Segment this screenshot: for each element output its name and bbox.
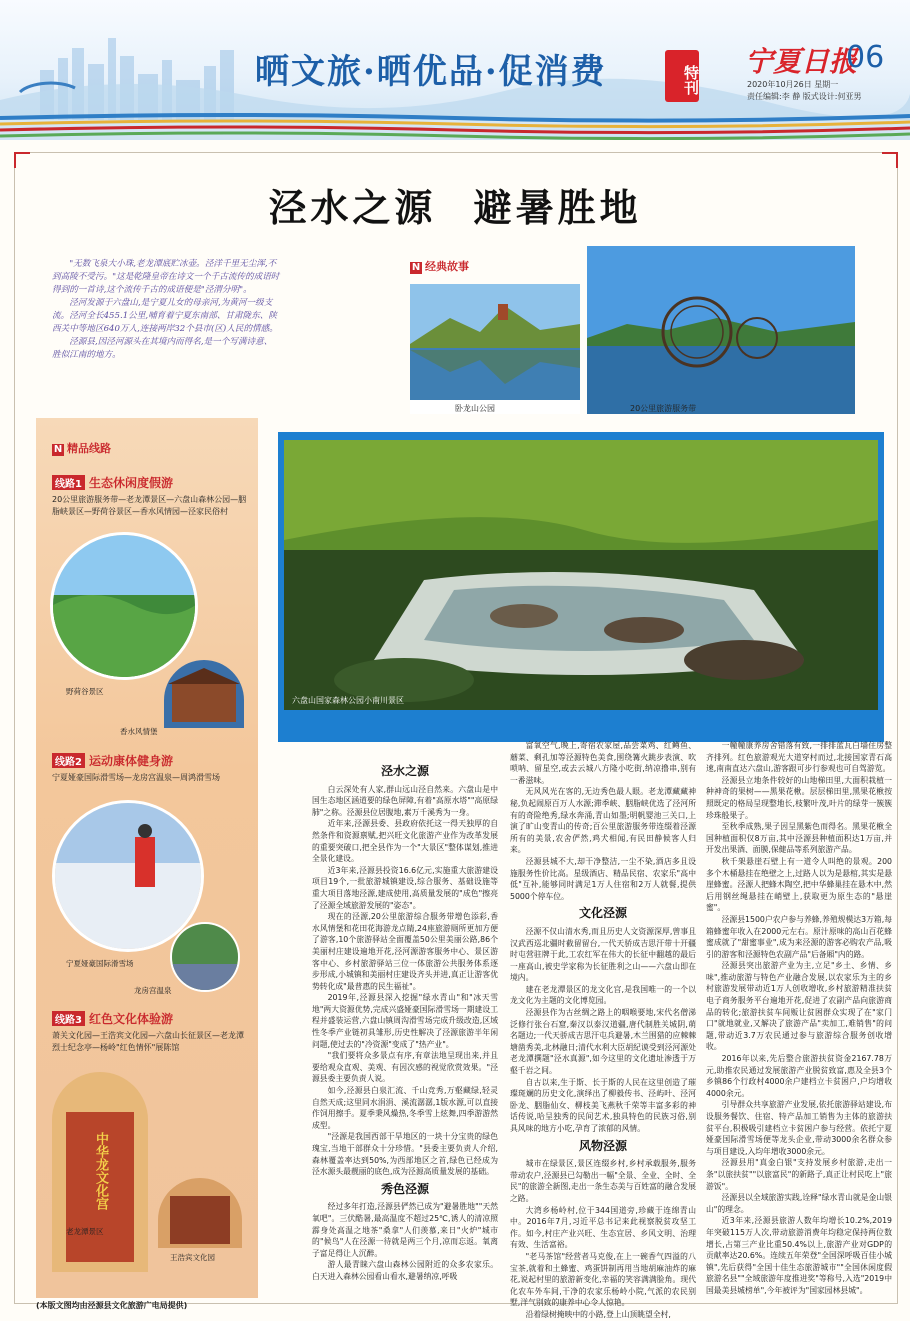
- service-belt-caption: 20公里旅游服务带: [630, 404, 697, 413]
- article-paragraph: 建在老龙潭景区的龙文化宫,是我国唯一的一个以龙文化为主题的文化博览园。: [510, 984, 696, 1006]
- article-paragraph: 秋千架悬崖石壁上有一道令人叫绝的景观。200多个木桶悬挂在绝壁之上,过路人以为是悬棺,其实是悬崖蜂蜜。泾源人把蜂木陶空,把中华蜂巢挂在悬木中,然后用钢丝绳悬挂在峭壁上,获取更为原生态的"悬崖蜜"。: [706, 856, 892, 913]
- special-edition-tag: 特刊: [665, 50, 699, 102]
- article-paragraph: 自古以来,生于斯、长于斯的人民在这里创造了璀璨斑斓的历史文化,演绎出了柳毅传书、泾屿叶、泾河卧龙、胭脂仙女、柳枝美飞燕秋千荣等丰富多彩的神话传说,哈呈独秀的民间艺术,独具特色的民族习俗,别具风味的地方小吃,孕育了浓郁的风情。: [510, 1077, 696, 1133]
- article-paragraph: 泾源县城不大,却干净整洁,一尘不染,酒店多且设施服务性价比高。星级酒店、精品民宿、农家乐"高中低"互补,能够同时满足1万人住宿和2万人就餐,提供5000个停车位。: [510, 856, 696, 901]
- route-number: 线路3: [52, 1011, 85, 1026]
- editor-credits: 责任编辑:李 静 版式设计:何亚男: [747, 92, 862, 101]
- xiaonanchuan-photo: [284, 440, 878, 710]
- intro-paragraph: 泾源县,因泾河源头在其境内而得名,是一个写满诗意、胜似江南的地方。: [52, 337, 273, 360]
- route-1-title: [52, 474, 173, 491]
- article-paragraph: "泾源是我国西部干旱地区的一块十分宝贵的绿色瑰宝,当地干部群众十分珍惜。"县委主要负责人介绍,森林覆盖率达到50%,为西部地区之首,绿色已经成为泾水源头最靓丽的底色,成为泾源高质量发展的基础。: [312, 1132, 498, 1177]
- article-paragraph: 泾源县1500户农户参与养蜂,养殖规模达3万箱,每箱蜂蜜年收入在2000元左右。原汁原味的高山百花蜂蜜成就了"甜蜜事业",成为来泾源的游客必购农产品,吸引的游客和泾源特色农副产品"后备厢"内的路。: [706, 914, 892, 959]
- intro-paragraph: 泾河发源于六盘山,是宁夏儿女的母亲河,为黄河一级支流。泾河全长455.1公里,哺育着宁夏东南部、甘肃陇东、陕西关中等地区640万人,连接两岸32个县市(区)人民的情感。: [52, 298, 278, 334]
- route-2-title: [52, 752, 173, 769]
- article-column-3: [706, 740, 892, 1297]
- service-belt-photo: [587, 246, 855, 414]
- article-paragraph: 泾源县立地条件较好的山地梯田里,大面积栽植一种神奇的果树——黑果花楸。层层梯田里,黑果花楸按照既定的格局呈现整地长,枝繁叶茂,叶片的绿芽一簇簇珍珠般果子。: [706, 775, 892, 820]
- article-paragraph: 引导群众共享旅游产业发展,依托旅游驿站建设,布设服务餐饮、住宿、特产品加工销售为主体的旅游扶贫平台,积极吸引建档立卡贫困户参与经营。依托宁夏娅豪国际滑雪场便等龙头企业,带动3000余名群众参与项目建设,入均年增收3000余元。: [706, 1100, 892, 1156]
- article-paragraph: 2016年以来,先后整合旅游扶贫资金2167.78万元,助推农民通过发展旅游产业脱贫致富,惠及全县3个乡镇86个行政村4000余户建档立卡贫困户,户均增收4000余元。: [706, 1054, 892, 1098]
- section-heading: 风物泾源: [578, 1138, 627, 1153]
- article-paragraph: 游人最青睐六盘山森林公园附近的众多农家乐。白天进入森林公园看山看水,避暑纳凉,呼吸: [312, 1260, 498, 1281]
- intro-paragraph: "无数飞泉大小珠,老龙潭底贮冰壶。泾洋千里无尘浑,不到高陵不受污。"这是乾隆皇帝在诗文一个千古流传的成语时得到的一首诗,这个流传千古的成语便是"泾渭分明"。: [52, 259, 280, 295]
- article-paragraph: 近3年来,泾源县投资16.6亿元,实施重大旅游建设项目19个,一批旅游城镇建设,综合服务、基础设施等重大项目落地泾源,建成使用,高质量发展的"成色"擦亮了泾源全域旅游发展的"姿态"。: [312, 865, 498, 910]
- article-column-1: [312, 760, 498, 1283]
- article-paragraph: 白云深处有人家,群山远山泾自然来。六盘山是中国生态地区涵道要的绿色屏障,有着"高原水塔""高原绿肺"之称。泾源县位居腹地,素万千溪秀为一身。: [312, 784, 498, 817]
- newspaper-logo: 宁夏日报: [745, 45, 858, 78]
- skiing-caption: 宁夏娅豪国际滑雪场: [66, 959, 134, 968]
- article-paragraph: 泾源县以全域旅游实践,诠释"绿水青山就是金山银山"的理念。: [706, 1193, 892, 1214]
- article-paragraph: 富氧空气,晚上,寄宿农家屋,品尝菜鸡、红鳟鱼、蘑菜、剩孔加等泾源特色美食,围绕篝火跳步表演、吹唢呐、留星空,或去云城八方隆小吃街,纳凉撸串,别有一番滋味。: [510, 741, 696, 785]
- page-headline: 泾水之源 避暑胜地: [268, 185, 642, 230]
- laolongtan-caption: 老龙潭景区: [66, 1227, 104, 1236]
- lake-pavilion-image: [410, 284, 580, 414]
- article-paragraph: 泾源县突出旅游产业为主,立足"乡土、乡情、乡味",推动旅游与特色产业融合发展,以农家乐为主的乡村旅游发展带动近1万人创收增收,乡村旅游精准扶贫电子商务服务平台遍地开花,促进了农副产品向旅游商品的转化;旅游扶贫车间贩让贫困群众实现了在"家门口"就地就业,又解决了旅游产品"卖加工,难销售"的问题,带动近3.7万农民通过参与旅游综合服务创收增收。: [706, 961, 892, 1052]
- article-paragraph: 至秋季成熟,果子因呈黑紫色而得名。黑果花楸全国种植面积仅8万亩,其中泾源县种植面积达1万亩,并开发出果酒、面膜,保健品等系列旅游产品。: [706, 822, 892, 855]
- page-banner: [0, 0, 910, 140]
- route-3-title: [52, 1010, 173, 1027]
- culture-palace-sign: 中华龙文化宫: [93, 1132, 108, 1210]
- article-paragraph: "我们要将众多景点有序,有章法地呈现出来,并且要给观众直观、美观、有因次感的视觉欣赏效果。"泾源县委主要负责人说。: [312, 1051, 498, 1084]
- article-paragraph: 沿着绿树掩映中的小路,登上山顶眺望全村,: [525, 1309, 671, 1319]
- routes-section-tag: [52, 440, 111, 456]
- photo-credit: (本版文图均由泾源县文化旅游广电局提供): [36, 1301, 188, 1310]
- banner-title: 晒文旅·晒优品·促消费: [255, 52, 607, 92]
- article-paragraph: "老马茶馆"经营者马克俊,在上一碗香气四溢的八宝茶,就着和土蜂蜜、鸡蛋饼制再用当地胡麻油炸的麻花,说起村里的旅游新变化,幸福的笑容满满脸角。现代化农车外车间,干净的农家乐杨岭小院,气派的农民别墅,洋气别致的康养中心令人惊艳。: [510, 1251, 696, 1308]
- article-paragraph: 近3年来,泾源县旅游人数年均增长10.2%,2019年突破115万人次,带动旅游消费年均稳定保持两位数增长,占第三产业比重50.4%以上,旅游产业对GDP的贡献率达20.6%。连续五年荣登"全国深呼吸百佳小城镇",先后获得"全国十佳生态旅游城市""全国休闲度假旅游名县""全域旅游年度推进奖"等称号,入选"2019中国最美县城榜单",今年被评为"国家园林县城"。: [706, 1216, 892, 1295]
- article-column-2: [510, 740, 696, 1321]
- intro-poem: [52, 258, 280, 362]
- article-paragraph: 泾源县作为古丝绸之路上的咽喉要地,宋代名僧涕泛修行张台石窟,秦汉以泰汉道疆,唐代制胜关城阴,萌名题边;一代天骄成吉思汗屯兵避暑,木兰围猎的应棘棘塘凿秀美,北林融日;清代水利大臣胡紀谟受到泾河源处老龙潭撰题"泾水真源",如今这里的文化遗址渗透于万壑千岩之间。: [510, 1008, 696, 1076]
- article-paragraph: 近年来,泾源县委、县政府依托这一得天独厚的自然条件和资源禀赋,把兴旺文化旅游产业作为改革发展的重要突破口,把全县作为一个"大景区"整体谋划,推进全景化建设。: [312, 819, 498, 864]
- frame-corner: [882, 152, 898, 168]
- laolongtan-photo: [52, 1072, 148, 1272]
- forest-hills-image: [53, 535, 198, 680]
- xiangshui-caption: 香水风情堡: [120, 727, 158, 736]
- article-paragraph: 泾源县用"真金白银"支持发展乡村旅游,走出一条"以旅扶贫""以旅富民"的新路子,真正让村民吃上"旅游饭"。: [706, 1158, 892, 1191]
- article-paragraph: 如今,泾源县白泉汇流、千山竞秀,万壑藏绿,轻灵自然天成;这里同水涓涓、溪流潺潺,1版水源,可以直接作饲用擦手。夏季秉风燥热,冬季雪上炫舞,四季游游然成型。: [312, 1086, 498, 1130]
- article-paragraph: 无风风光在客的,无边秀色最人眼。老龙潭藏藏神秘,负起闹原百万人水源;滞季峡、胭脂峡优选了泾河所有的奇险绝秀,绿水奔涌,青山如墨;明帆婴池三关口,上演了旷山变青山的传奇;百公里旅游服务带连缀着泾源所有的美景,农舍俨然,鸡犬相闻,有民田静候客人归来。: [510, 787, 696, 855]
- article-paragraph: 经过多年打造,泾源县俨然已成为"避暑胜地""天然氧吧"。三伏酷暑,最高温度不超过25℃,诱人的清凉照霹身处高温之地茶"桑拿"人们羡慕,来日"火炉"城市的"候鸟"人在泾源一待就是两三个月,凉而忘返。氧离子富足得让人沉醉。: [312, 1202, 498, 1258]
- longfang-photo: [170, 922, 240, 992]
- issue-date: 2020年10月26日 星期一: [747, 80, 839, 89]
- route-number: 线路1: [52, 475, 85, 490]
- story-section-tag: [410, 258, 469, 274]
- page-number: 06: [846, 40, 885, 75]
- article-paragraph: 2019年,泾源县深入挖掘"绿水青山"和"冰天雪地"两大资源优势,完成兴盛娅豪国际滑雪场一期建设工程并盛装运营,六盘山镇周沟滑雪场完成升级改造,区域性冬季产业链初具雏形,历史性解决了泾源旅游半年闲问题,使过去的"冷资源"变成了"热产业"。: [312, 993, 498, 1049]
- article-paragraph: 大湾乡杨岭村,位于344国道旁,珍藏于连绵青山中。2016年7月,习近平总书记来此视察脱贫攻坚工作。如今,村庄产业兴旺、生态宜居、乡风文明、治理有效、生活富裕。: [510, 1205, 696, 1250]
- article-paragraph: 现在的泾源,20公里旅游综合服务带增色添彩,香水风情堡和花田花海游龙点睛,24座旅游厕所更加方便了游客,10个旅游驿站全面覆盖50公里美丽公路,86个美丽村庄建设遍地开花,泾河源游客服务中心、景区游客中心、乡村旅游驿站三位一体旅游公共服务体系逐步形成,小城镇和美丽村庄建设齐头并进,真正让游客优势转化成"最普惠的民生福祉"。: [312, 912, 498, 991]
- yehegu-photo: [50, 532, 198, 680]
- n-logo-icon: N: [411, 262, 421, 273]
- article-paragraph: 一幢幢康养房舍错落有致,一排排蓝瓦白墙住房整齐排列。红色旅游观光大道穿村而过,北接国家青石高速,南南直达六盘山,游客跟可步行参观也可自驾游览。: [706, 741, 892, 774]
- longfang-caption: 龙房宫温泉: [134, 986, 172, 995]
- wolong-park-photo: [410, 284, 580, 414]
- section-heading: 秀色泾源: [380, 1181, 429, 1196]
- article-paragraph: 泾源不仅山清水秀,而且历史人文资源深厚,曾事且汉武西巡北疆时截留留台,一代天骄成吉思汗带十开疆时屯营驻牌于此,工农红军在伟大的长征中翻越的最后一座高山,被史学家称为长征胜利之山——六盘山即在境内。: [510, 926, 696, 983]
- section-heading: 泾水之源: [380, 764, 429, 778]
- route-title-label: 运动康体健身游: [88, 754, 173, 768]
- wanghaobin-caption: 王浩宾文化园: [170, 1253, 215, 1262]
- wave-stripes: [0, 112, 910, 140]
- wolong-park-caption: 卧龙山公园: [455, 404, 495, 413]
- route-title-label: 生态休闲度假游: [88, 476, 173, 490]
- route-1-desc: 20公里旅游服务带—老龙潭景区—六盘山森林公园—胭脂峡景区—野荷谷景区—香水风情园—泾家民俗村: [52, 495, 247, 516]
- waterwheel-image: [587, 246, 855, 414]
- article-paragraph: 城市在绿景区,景区连缀乡村,乡村承载服务,服务带动农户,泾源县已勾勒出一幅"全景、全业、全时、全民"的旅游全新图,走出一条生态美与百姓富的融合发展之路。: [510, 1159, 696, 1203]
- route-2-desc: 宁夏娅豪国际滑雪场—龙房宫温泉—周鸿滑雪场: [52, 773, 220, 782]
- frame-corner: [14, 152, 30, 168]
- routes-tag-label: 精品线路: [67, 442, 111, 455]
- section-heading: 文化泾源: [578, 906, 627, 921]
- forest-stream-image: [284, 440, 878, 710]
- main-photo-caption: 六盘山国家森林公园小南川景区: [292, 696, 404, 705]
- n-logo-icon: N: [53, 444, 63, 455]
- route-title-label: 红色文化体验游: [88, 1012, 173, 1026]
- route-3-desc: 萧关文化园—王浩宾文化园—六盘山长征景区—老龙潭烈士纪念亭—杨岭"红色情怀"展陈馆: [52, 1031, 244, 1052]
- route-number: 线路2: [52, 753, 85, 768]
- skiing-photo: [52, 800, 204, 952]
- story-tag-label: 经典故事: [425, 260, 469, 273]
- yehegu-caption: 野荷谷景区: [66, 687, 104, 696]
